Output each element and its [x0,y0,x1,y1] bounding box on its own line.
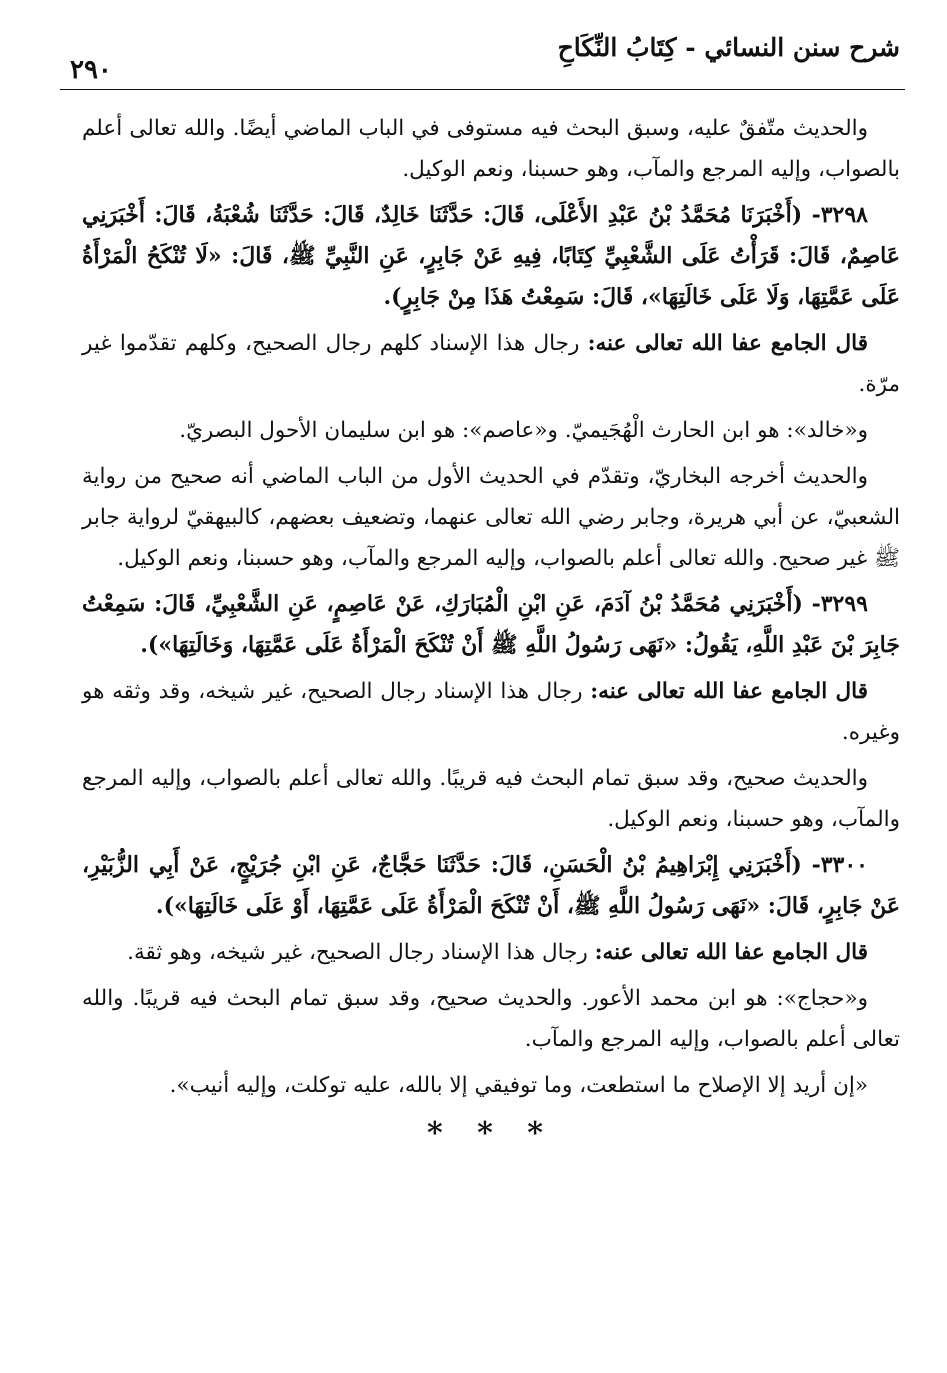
hadith-3299: ٣٢٩٩- (أَخْبَرَنِي مُحَمَّدُ بْنُ آدَمَ، عَنِ ابْنِ الْمُبَارَكِ، عَنْ عَاصِمٍ، عَنِ الشَّعْبِيِّ، قَالَ: سَمِعْتُ جَابِرَ بْنَ عَبْدِ اللَّهِ، يَقُولُ: «نَهَى رَسُولُ اللَّهِ ﷺ أَنْ تُنْكَحَ الْمَرْأَةُ عَلَى عَمَّتِهَا، وَخَالَتِهَا»). [82,591,900,658]
section-separator: * * * [427,1116,555,1151]
commentary-lead: قال الجامع عفا الله تعالى عنه: [594,940,868,965]
header-rule [60,89,905,90]
running-title: شرح سنن النسائي - كِتَابُ النِّكَاحِ [557,33,900,62]
commentary-lead: قال الجامع عفا الله تعالى عنه: [590,679,868,704]
takhrij-3298: والحديث أخرجه البخاريّ، وتقدّم في الحديث الأول من الباب الماضي أنه صحيح من رواية الشعبيّ، عن أبي هريرة، وجابر رضي الله تعالى عنهما، وتضعيف بعضهم، كالبيهقيّ لرواية جابر ﷺ غير صحيح. والله تعالى أعلم بالصواب، وإليه المرجع والمآب، وهو حسبنا، ونعم الوكيل. [82,464,900,571]
commentary-3300 [82,932,900,973]
commentary-text: رجال هذا الإسناد رجال الصحيح، غير شيخه، وهو ثقة. [127,940,595,965]
page-body [82,108,900,1151]
commentary-text: رجال هذا الإسناد رجال الصحيح، غير شيخه، وقد وثقه هو وغيره. [82,679,900,745]
page-number: ٢٩٠ [70,55,112,85]
hadith-3300: ٣٣٠٠- (أَخْبَرَنِي إِبْرَاهِيمُ بْنُ الْحَسَنِ، قَالَ: حَدَّثَنَا حَجَّاجٌ، عَنِ ابْنِ جُرَيْجٍ، عَنْ أَبِي الزُّبَيْرِ، عَنْ جَابِرٍ، قَالَ: «نَهَى رَسُولُ اللَّهِ ﷺ، أَنْ تُنْكَحَ الْمَرْأَةُ عَلَى عَمَّتِهَا، أَوْ عَلَى خَالَتِهَا»). [82,852,900,919]
narrator-notes-3300: و«حجاج»: هو ابن محمد الأعور. والحديث صحيح، وقد سبق تمام البحث فيه قريبًا. والله تعالى أعلم بالصواب، وإليه المرجع والمآب. [82,986,900,1052]
commentary-lead: قال الجامع عفا الله تعالى عنه: [587,331,869,356]
closing-supplication: «إن أريد إلا الإصلاح ما استطعت، وما توفيقي إلا بالله، عليه توكلت، وإليه أنيب». [169,1073,868,1098]
takhrij-3299: والحديث صحيح، وقد سبق تمام البحث فيه قريبًا. والله تعالى أعلم بالصواب، وإليه المرجع والمآب، وهو حسبنا، ونعم الوكيل. [82,766,900,832]
narrator-notes-3298: و«خالد»: هو ابن الحارث الْهُجَيميّ. و«عاصم»: هو ابن سليمان الأحول البصريّ. [179,418,868,443]
commentary-3298 [82,323,900,405]
page-header [70,28,900,88]
paragraph-closing-note: والحديث متّفقٌ عليه، وسبق البحث فيه مستوفى في الباب الماضي أيضًا. والله تعالى أعلم بالصواب، وإليه المرجع والمآب، وهو حسبنا، ونعم الوكيل. [82,116,900,182]
hadith-3298: ٣٢٩٨- (أَخْبَرَنَا مُحَمَّدُ بْنُ عَبْدِ الأَعْلَى، قَالَ: حَدَّثَنَا خَالِدٌ، قَالَ: حَدَّثَنَا شُعْبَةُ، قَالَ: أَخْبَرَنِي عَاصِمٌ، قَالَ: قَرَأْتُ عَلَى الشَّعْبِيِّ كِتَابًا، فِيهِ عَنْ جَابِرٍ، عَنِ النَّبِيِّ ﷺ، قَالَ: «لَا تُنْكَحُ الْمَرْأَةُ عَلَى عَمَّتِهَا، وَلَا عَلَى خَالَتِهَا»، قَالَ: سَمِعْتُ هَذَا مِنْ جَابِرٍ). [82,202,900,310]
commentary-3299 [82,671,900,753]
commentary-text: رجال هذا الإسناد كلهم رجال الصحيح، وكلهم تقدّموا غير مرّة. [82,331,900,397]
